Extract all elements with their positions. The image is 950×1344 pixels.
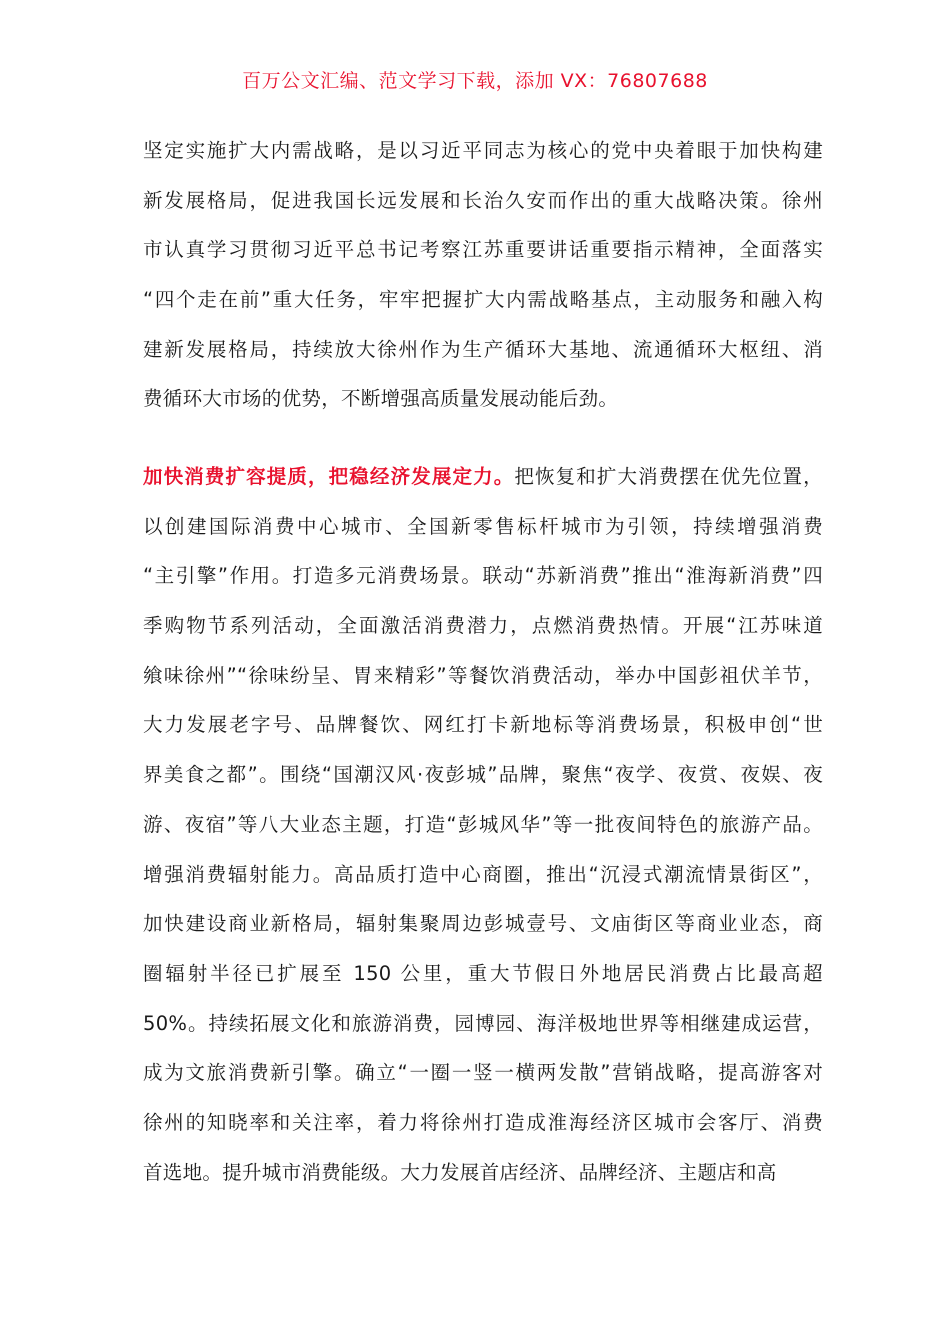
paragraph-consumption [143, 462, 823, 1207]
text-line: 加快建设商业新格局，辐射集聚周边彭城壹号、文庙街区等商业业态，商 [143, 912, 823, 936]
text-line: 增强消费辐射能力。高品质打造中心商圈，推出“沉浸式潮流情景街区”， [143, 862, 823, 886]
text-line [143, 462, 823, 512]
text-line: 费循环大市场的优势，不断增强高质量发展动能后劲。 [143, 387, 619, 411]
text-line: 游、夜宿”等八大业态主题，打造“彭城风华”等一批夜间特色的旅游产品。 [143, 812, 823, 836]
lead-line-rest: 把恢复和扩大消费摆在优先位置， [514, 465, 823, 488]
section-lead-heading: 加快消费扩容提质，把稳经济发展定力。 [143, 465, 515, 488]
header-banner: 百万公文汇编、范文学习下载，添加 VX：76807688 [242, 70, 708, 92]
text-line: 以创建国际消费中心城市、全国新零售标杆城市为引领，持续增强消费 [143, 514, 823, 538]
text-line: 飨味徐州”“徐味纷呈、胃来精彩”等餐饮消费活动，举办中国彭祖伏羊节， [143, 663, 823, 687]
text-line: 成为文旅消费新引擎。确立“一圈一竖一横两发散”营销战略，提高游客对 [143, 1061, 823, 1085]
text-line: “主引擎”作用。打造多元消费场景。联动“苏新消费”推出“淮海新消费”四 [143, 564, 823, 588]
paragraph-intro [143, 136, 823, 434]
text-line: “四个走在前”重大任务，牢牢把握扩大内需战略基点，主动服务和融入构 [143, 288, 823, 312]
text-line: 季购物节系列活动，全面激活消费潜力，点燃消费热情。开展“江苏味道 [143, 614, 823, 638]
text-line: 徐州的知晓率和关注率，着力将徐州打造成淮海经济区城市会客厅、消费 [143, 1110, 823, 1134]
text-line: 新发展格局，促进我国长远发展和长治久安而作出的重大战略决策。徐州 [143, 188, 823, 212]
text-line: 市认真学习贯彻习近平总书记考察江苏重要讲话重要指示精神，全面落实 [143, 238, 823, 262]
text-line: 首选地。提升城市消费能级。大力发展首店经济、品牌经济、主题店和高 [143, 1160, 777, 1184]
text-line: 坚定实施扩大内需战略，是以习近平同志为核心的党中央着眼于加快构建 [143, 139, 823, 162]
text-line: 建新发展格局，持续放大徐州作为生产循环大基地、流通循环大枢纽、消 [143, 337, 823, 361]
text-line: 界美食之都”。围绕“国潮汉风·夜彭城”品牌，聚焦“夜学、夜赏、夜娱、夜 [143, 763, 823, 787]
text-line: 大力发展老字号、品牌餐饮、网红打卡新地标等消费场景，积极申创“世 [143, 713, 823, 737]
text-line: 圈辐射半径已扩展至 150 公里，重大节假日外地居民消费占比最高超 [143, 961, 823, 985]
text-line: 50%。持续拓展文化和旅游消费，园博园、海洋极地世界等相继建成运营， [143, 1011, 823, 1035]
